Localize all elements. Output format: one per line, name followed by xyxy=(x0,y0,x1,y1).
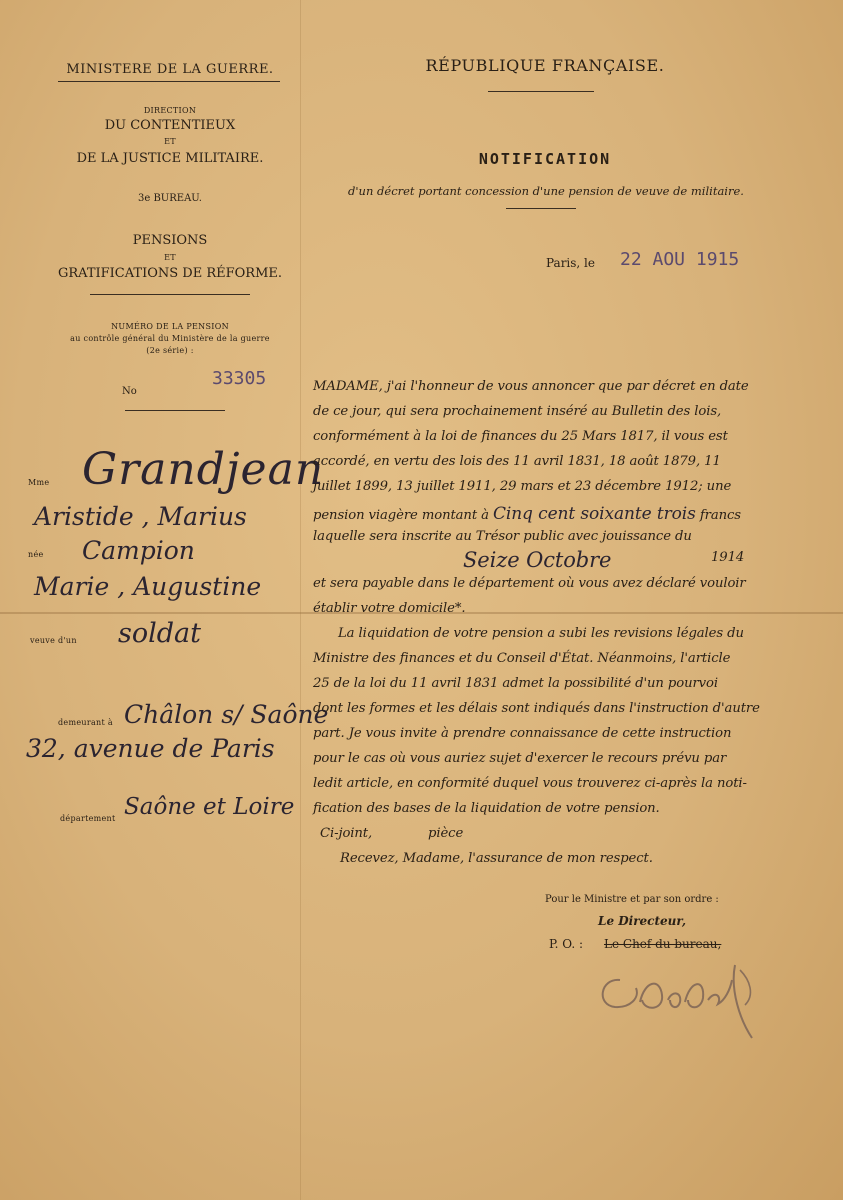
jouissance-year: 1914 xyxy=(711,550,745,565)
date-stamp: 22 AOU 1915 xyxy=(620,249,740,270)
director-signature xyxy=(590,950,770,1045)
et-label-1: ET xyxy=(164,137,176,146)
republic-title: RÉPUBLIQUE FRANÇAISE. xyxy=(425,56,665,75)
numero-line-1: NUMÉRO DE LA PENSION xyxy=(111,322,229,331)
veuve-label: veuve d'un xyxy=(30,636,77,645)
pension-amount-suffix: francs xyxy=(699,508,741,523)
header-divider-left xyxy=(90,294,250,295)
po-label: P. O. : xyxy=(549,937,584,951)
fold-crease-vertical xyxy=(300,0,301,1200)
jouissance-date-handwritten: Seize Octobre xyxy=(463,548,612,572)
departement-label: département xyxy=(60,814,116,823)
pension-number: 33305 xyxy=(212,368,267,389)
numero-line-2: au contrôle général du Ministère de la guerre xyxy=(70,334,270,343)
surname: Grandjean xyxy=(82,444,325,495)
gratifications-label: GRATIFICATIONS DE RÉFORME. xyxy=(57,266,283,281)
nee-prefix: née xyxy=(28,550,44,559)
closing-line: Recevez, Madame, l'assurance de mon respect. xyxy=(340,851,653,866)
body-line-12: Ministre des finances et du Conseil d'État. Néanmoins, l'article xyxy=(313,651,731,666)
body-line-10: établir votre domicile*. xyxy=(313,601,466,616)
rank: soldat xyxy=(118,618,201,649)
pension-amount-prefix: pension viagère montant à xyxy=(313,508,489,523)
ministry-underline xyxy=(58,81,280,82)
body-line-18: fication des bases de la liquidation de votre pension. xyxy=(313,801,660,816)
pension-amount-handwritten: Cinq cent soixante trois xyxy=(492,504,696,524)
demeurant-label: demeurant à xyxy=(58,718,113,727)
body-line-7: laquelle sera inscrite au Trésor public avec jouissance du xyxy=(313,529,692,544)
body-line-9: et sera payable dans le département où vous avez déclaré vouloir xyxy=(313,576,746,591)
m-prefix: Mme xyxy=(28,478,50,487)
departement: Saône et Loire xyxy=(124,794,295,820)
chef-du-bureau-struck: Le Chef du bureau, xyxy=(604,937,722,951)
body-line-1: MADAME, j'ai l'honneur de vous annoncer que par décret en date xyxy=(313,379,749,394)
body-line-15: part. Je vous invite à prendre connaissance de cette instruction xyxy=(313,726,732,741)
number-prefix: No xyxy=(122,386,137,397)
city: Châlon s/ Saône xyxy=(124,700,329,729)
body-line-2: de ce jour, qui sera prochainement inséré au Bulletin des lois, xyxy=(313,404,722,419)
maiden-name: Campion xyxy=(82,536,195,565)
maiden-given-names: Marie , Augustine xyxy=(34,572,262,601)
body-line-13: 25 de la loi du 11 avril 1831 admet la possibilité d'un pourvoi xyxy=(313,676,718,691)
address: 32, avenue de Paris xyxy=(26,734,275,763)
pour-le-ministre: Pour le Ministre et par son ordre : xyxy=(545,894,719,905)
et-label-2: ET xyxy=(164,253,176,262)
body-line-11: La liquidation de votre pension a subi les revisions légales du xyxy=(338,626,744,641)
body-line-4: accordé, en vertu des lois des 11 avril 1831, 18 août 1879, 11 xyxy=(313,454,721,469)
body-line-17: ledit article, en conformité duquel vous trouverez ci-après la noti- xyxy=(313,776,747,791)
notification-subtitle: d'un décret portant concession d'une pension de veuve de militaire. xyxy=(348,184,744,198)
body-line-14: dont les formes et les délais sont indiqués dans l'instruction d'autre xyxy=(313,701,760,716)
body-line-3: conformément à la loi de finances du 25 Mars 1817, il vous est xyxy=(313,429,728,444)
body-line-16: pour le cas où vous auriez sujet d'exercer le recours prévu par xyxy=(313,751,727,766)
justice-label: DE LA JUSTICE MILITAIRE. xyxy=(76,151,264,166)
direction-label: DIRECTION xyxy=(143,106,197,115)
ministry-title: MINISTERE DE LA GUERRE. xyxy=(66,62,274,77)
directeur-label: Le Directeur, xyxy=(598,914,687,928)
republic-underline xyxy=(488,91,594,92)
body-line-6 xyxy=(313,504,795,524)
numero-line-3: (2e série) : xyxy=(146,346,194,355)
given-names: Aristide , Marius xyxy=(34,502,247,531)
number-underline xyxy=(125,410,225,411)
ci-joint-line xyxy=(320,826,802,841)
ci-joint-label: Ci-joint, xyxy=(320,826,373,841)
notification-title: NOTIFICATION xyxy=(478,150,612,168)
piece-label: pièce xyxy=(428,826,464,841)
pensions-label: PENSIONS xyxy=(132,233,208,248)
paris-label: Paris, le xyxy=(546,256,595,270)
subtitle-underline xyxy=(506,208,576,209)
body-line-5: juillet 1899, 13 juillet 1911, 29 mars et 23 décembre 1912; une xyxy=(313,479,732,494)
contentieux-label: DU CONTENTIEUX xyxy=(104,118,236,133)
bureau-label: 3e BUREAU. xyxy=(138,193,202,204)
